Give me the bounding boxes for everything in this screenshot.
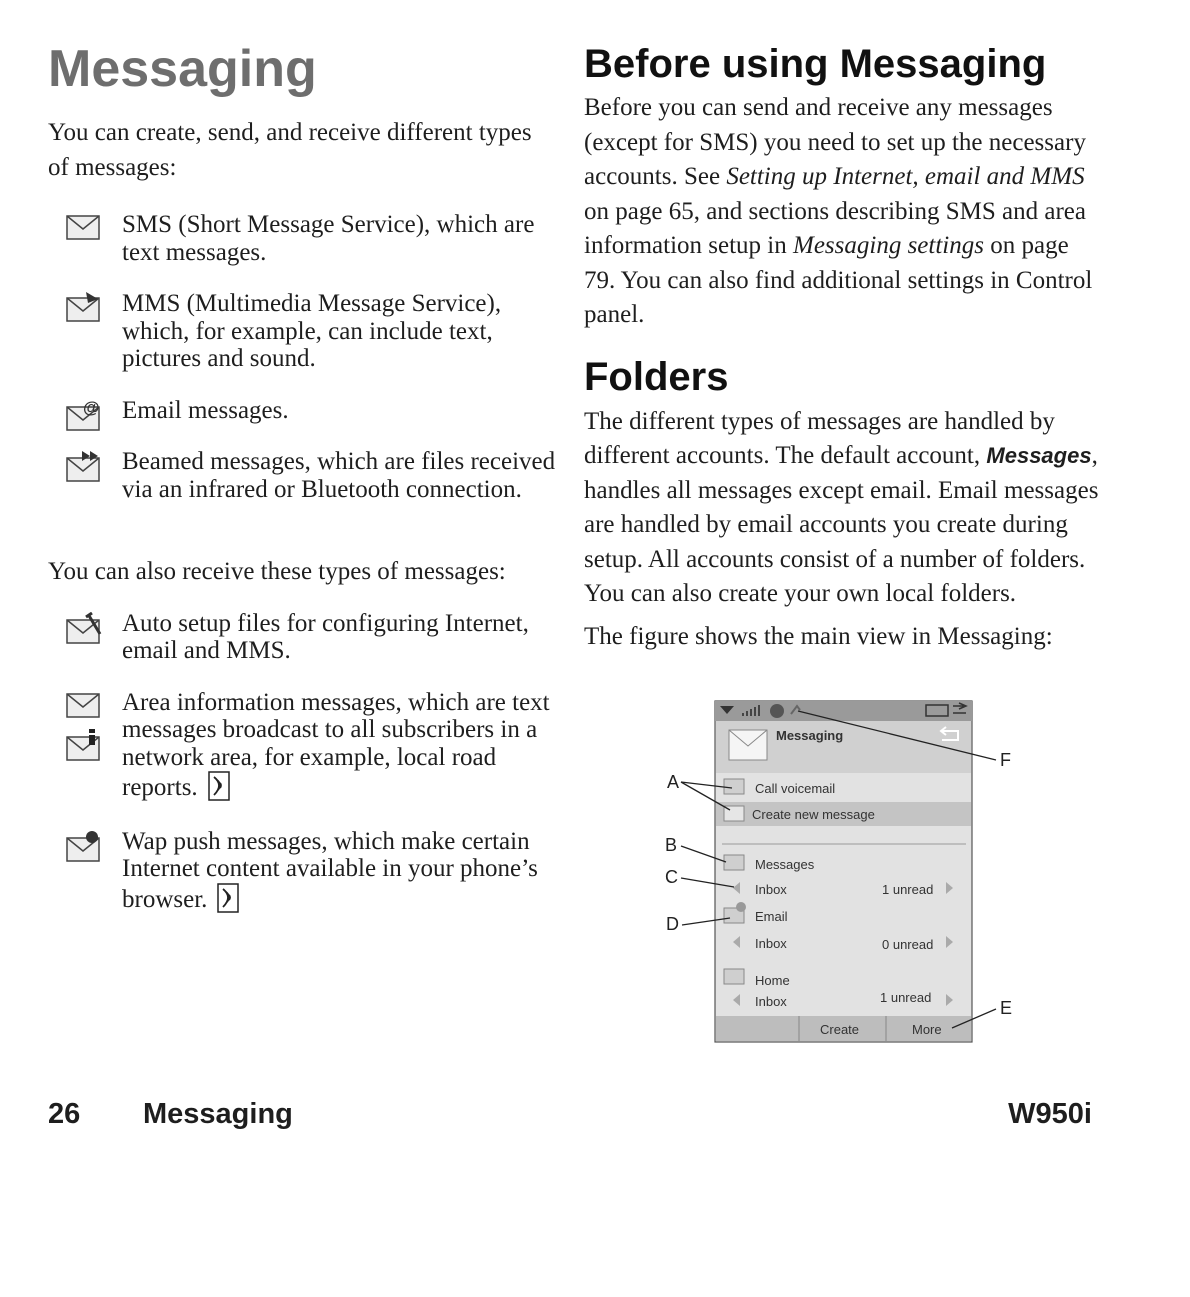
profile-icon xyxy=(770,704,784,718)
more-softkey: More xyxy=(912,1022,942,1037)
unread-count: 1 unread xyxy=(880,990,932,1005)
phone-service-icon xyxy=(208,771,230,808)
callout-b: B xyxy=(665,835,678,855)
wap-push-envelope-icon xyxy=(66,830,102,869)
email-envelope-icon xyxy=(66,399,102,438)
status-bar xyxy=(715,701,972,721)
phone-service-icon xyxy=(217,883,239,920)
mms-envelope-icon xyxy=(66,292,102,329)
folders-paragraph: The different types of messages are handled by different accounts. The default account, Messages, handles all messages except email. Email messages are handled by email accounts you create during setup. All accounts consist of a number of folders. You can also create your own local folders. xyxy=(584,407,1099,607)
create-new-message-item: Create new message xyxy=(752,807,875,822)
page-number: 26 xyxy=(48,1098,81,1130)
messaging-main-view-figure xyxy=(660,698,1040,1048)
voicemail-icon xyxy=(724,779,744,794)
folder-inbox: Inbox xyxy=(755,882,787,897)
app-title: Messaging xyxy=(776,728,844,743)
list-item-auto-setup: Auto setup files for configuring Internet, email and MMS. xyxy=(48,610,558,665)
messages-account-icon xyxy=(724,855,744,870)
unread-count: 0 unread xyxy=(882,937,934,952)
call-voicemail-item: Call voicemail xyxy=(755,781,836,796)
callout-d: D xyxy=(666,914,679,934)
cross-reference: Setting up Internet, email and MMS xyxy=(726,163,1085,190)
callout-e: E xyxy=(1000,998,1013,1018)
list-item-email: @ Email messages. xyxy=(48,397,558,425)
list-item-wap-push: Wap push messages, which make certain Internet content available in your phone’s browser. xyxy=(48,828,558,920)
envelope-icon xyxy=(66,213,102,248)
callout-c: C xyxy=(665,867,678,887)
home-account-icon xyxy=(724,969,744,984)
before-paragraph: Before you can send and receive any messages (except for SMS) you need to set up the necessary accounts. See Setting up Internet, email and MMS on page 65, and sections describing SMS and area information setup in Messaging settings on page 79. You can also find additional settings in Control panel. xyxy=(584,94,1093,328)
auto-setup-envelope-icon xyxy=(66,612,102,651)
receive-intro: You can also receive these types of messages: xyxy=(48,558,506,585)
folder-inbox: Inbox xyxy=(755,936,787,951)
page-title: Messaging xyxy=(48,40,317,98)
cross-reference: Messaging settings xyxy=(793,232,984,259)
list-item-area-info: Area information messages, which are text messages broadcast to all subscribers in a network area, for example, local road reports. xyxy=(48,689,558,808)
account-name-email: Email xyxy=(755,909,788,924)
footer-section: Messaging xyxy=(143,1098,293,1130)
folder-inbox: Inbox xyxy=(755,994,787,1009)
list-item-beamed: Beamed messages, which are files received via an infrared or Bluetooth connection. xyxy=(48,448,558,503)
figure-caption: The figure shows the main view in Messaging: xyxy=(584,622,1053,650)
left-column xyxy=(48,38,558,919)
beamed-envelope-icon xyxy=(66,450,102,489)
footer-model: W950i xyxy=(1008,1098,1092,1130)
unread-count: 1 unread xyxy=(882,882,934,897)
callout-a: A xyxy=(667,772,680,792)
create-softkey: Create xyxy=(820,1022,860,1037)
page-footer xyxy=(48,1098,1092,1138)
intro-paragraph: You can create, send, and receive different types of messages: xyxy=(48,119,532,181)
right-column xyxy=(584,40,1104,654)
folders-heading: Folders xyxy=(584,354,729,399)
area-info-envelope-icon xyxy=(66,691,102,774)
list-item-sms: SMS (Short Message Service), which are text messages. xyxy=(48,211,558,266)
svg-text:@: @ xyxy=(83,398,100,417)
account-name-messages: Messages xyxy=(755,857,815,872)
account-name-home: Home xyxy=(755,973,790,988)
list-item-mms: MMS (Multimedia Message Service), which, for example, can include text, pictures and sound. xyxy=(48,290,558,373)
messages-term: Messages xyxy=(986,443,1092,468)
before-heading: Before using Messaging xyxy=(584,42,1047,86)
callout-f: F xyxy=(1000,750,1011,770)
